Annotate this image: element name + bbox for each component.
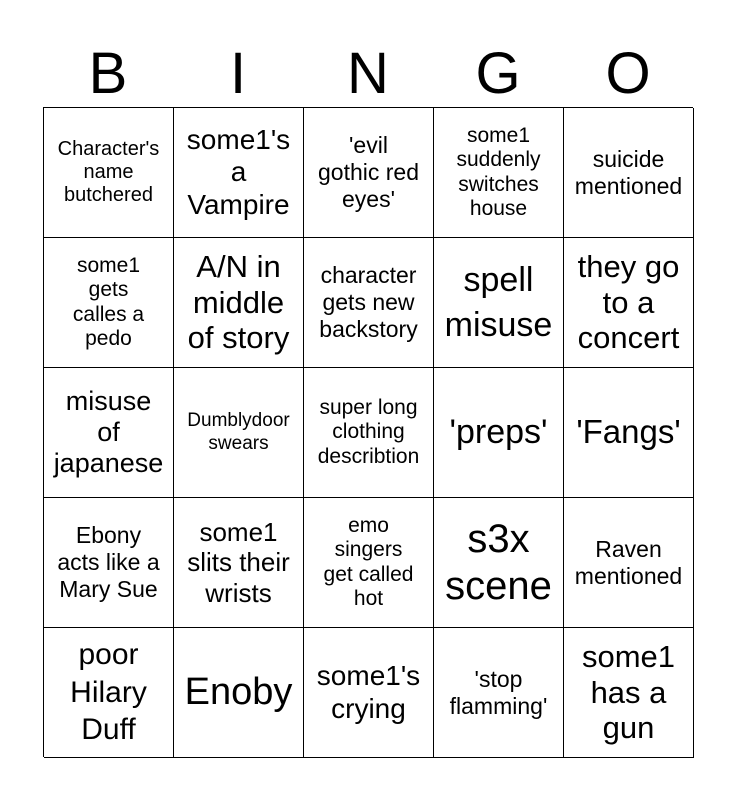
cell-text: A/N in middle of story [187, 248, 290, 356]
cell-text: character gets new backstory [319, 262, 418, 342]
bingo-cell-r2c3[interactable] [304, 238, 434, 368]
cell-text: 'evil gothic red eyes' [317, 132, 419, 212]
bingo-cell-r3c3[interactable] [304, 368, 434, 498]
header-letter-o: O [605, 41, 651, 106]
bingo-cell-r4c1[interactable] [44, 498, 174, 628]
cell-text: some1 suddenly switches house [456, 123, 541, 220]
bingo-cell-r1c2[interactable] [174, 108, 304, 238]
bingo-cell-r5c2[interactable] [174, 628, 304, 758]
cell-text: 'stop flamming' [449, 665, 548, 719]
header-letter-i: I [229, 41, 247, 106]
cell-text: some1 slits their wrists [187, 517, 290, 608]
header-letter-b: B [88, 41, 128, 106]
cell-text: suicide mentioned [574, 145, 683, 199]
bingo-cell-r1c5[interactable] [564, 108, 694, 238]
bingo-cell-r3c4[interactable] [434, 368, 564, 498]
bingo-cell-r4c2[interactable] [174, 498, 304, 628]
cell-text: Dumblydoor swears [187, 410, 290, 454]
header-letter-n: N [347, 41, 389, 106]
bingo-cell-r1c3[interactable] [304, 108, 434, 238]
cell-text: spell misuse [444, 261, 553, 344]
cell-text: Ebony acts like a Mary Sue [57, 522, 160, 602]
bingo-cell-r4c3[interactable] [304, 498, 434, 628]
cell-text: s3x scene [445, 517, 552, 608]
bingo-cell-r3c2[interactable] [174, 368, 304, 498]
bingo-grid [43, 107, 693, 757]
bingo-cell-r1c4[interactable] [434, 108, 564, 238]
bingo-cell-r5c5[interactable] [564, 628, 694, 758]
cell-text: 'Fangs' [576, 413, 681, 451]
cell-text: they go to a concert [577, 248, 680, 356]
bingo-cell-r2c1[interactable] [44, 238, 174, 368]
bingo-cell-r2c5[interactable] [564, 238, 694, 368]
cell-text: Enoby [184, 671, 293, 714]
cell-text: 'preps' [449, 412, 548, 451]
cell-text: emo singers get called hot [323, 513, 414, 610]
header-letter-g: G [475, 41, 521, 106]
cell-text: some1's crying [316, 660, 421, 724]
bingo-cell-r3c1[interactable] [44, 368, 174, 498]
bingo-header [43, 40, 693, 108]
cell-text: super long clothing describtion [317, 395, 420, 468]
bingo-cell-r5c1[interactable] [44, 628, 174, 758]
bingo-cell-r1c1[interactable] [44, 108, 174, 238]
cell-text: some1 has a gun [581, 638, 676, 746]
bingo-cell-r4c4[interactable] [434, 498, 564, 628]
cell-text: Character's name butchered [57, 137, 160, 207]
cell-text: Raven mentioned [574, 535, 683, 589]
bingo-cell-r2c2[interactable] [174, 238, 304, 368]
bingo-cell-r3c5[interactable] [564, 368, 694, 498]
cell-text: poor Hilary Duff [70, 638, 147, 747]
cell-text: some1 gets calles a pedo [72, 253, 145, 350]
cell-text: misuse of japanese [53, 385, 164, 479]
bingo-cell-r5c3[interactable] [304, 628, 434, 758]
cell-text: some1's a Vampire [186, 123, 291, 220]
bingo-cell-r2c4[interactable] [434, 238, 564, 368]
bingo-cell-r4c5[interactable] [564, 498, 694, 628]
bingo-cell-r5c4[interactable] [434, 628, 564, 758]
